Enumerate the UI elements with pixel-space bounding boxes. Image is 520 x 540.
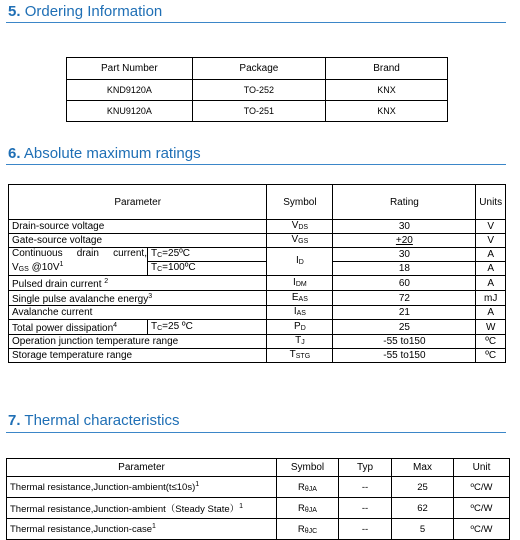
section-number: 5.	[8, 3, 21, 20]
table-row	[9, 349, 506, 363]
symbol-cell	[277, 477, 339, 498]
column-header: Max	[392, 459, 454, 477]
unit-cell: ºC/W	[454, 519, 510, 540]
section-title-thermal	[8, 412, 179, 429]
parameter-cell	[9, 320, 148, 335]
param-text: Thermal resistance,Junction-ambient(t≤10s)	[10, 482, 196, 493]
unit-cell: V	[476, 234, 506, 248]
symbol-subscript: θJA	[304, 506, 317, 514]
rating-cell: -55 to150	[333, 349, 476, 363]
rating-cell: 30	[333, 248, 476, 262]
symbol-subscript: AS	[298, 295, 308, 303]
symbol-letter: V	[291, 234, 299, 245]
rating-cell: -55 to150	[333, 335, 476, 349]
parameter-cell	[9, 248, 148, 276]
parameter-cell: Drain-source voltage	[9, 220, 267, 234]
param-superscript: 2	[104, 278, 109, 285]
table-row	[9, 276, 506, 291]
table-row	[9, 220, 506, 234]
symbol-subscript: θJA	[304, 485, 317, 493]
unit-cell: ºC	[476, 349, 506, 363]
section-title-ordering	[8, 3, 162, 20]
symbol-subscript: DS	[298, 224, 309, 231]
symbol-cell	[277, 498, 339, 519]
symbol-cell	[267, 220, 333, 234]
symbol-letter: R	[298, 502, 305, 514]
symbol-cell	[267, 349, 333, 363]
table-cell: KNU9120A	[67, 101, 193, 122]
symbol-letter: I	[293, 276, 296, 288]
param-text: @10V	[28, 262, 60, 273]
param-superscript: 1	[239, 503, 244, 510]
column-header: Parameter	[7, 459, 277, 477]
parameter-cell	[7, 498, 277, 519]
column-header: Units	[476, 185, 506, 220]
typ-cell: --	[339, 519, 392, 540]
section-number: 7.	[8, 412, 21, 429]
cond-text: T	[151, 320, 158, 332]
column-header: Typ	[339, 459, 392, 477]
table-row	[9, 320, 506, 335]
column-header: Package	[192, 58, 325, 80]
max-cell: 25	[392, 477, 454, 498]
max-cell: 5	[392, 519, 454, 540]
section-divider	[6, 164, 506, 165]
param-text: Thermal resistance,Junction-case	[10, 524, 153, 535]
section-heading: Ordering Information	[24, 3, 163, 20]
table-row	[9, 306, 506, 320]
cond-text: =100ºC	[162, 262, 196, 273]
parameter-cell: Storage temperature range	[9, 349, 267, 363]
table-row	[9, 248, 506, 262]
cond-text: T	[151, 248, 158, 259]
unit-cell: A	[476, 262, 506, 276]
param-text: V	[12, 262, 19, 273]
table-row	[67, 80, 448, 101]
symbol-cell	[267, 276, 333, 291]
symbol-subscript: J	[301, 339, 305, 346]
param-text: Total power dissipation	[12, 323, 114, 334]
param-text: Pulsed drain current	[12, 279, 105, 290]
column-header: Unit	[454, 459, 510, 477]
parameter-cell: Operation junction temperature range	[9, 335, 267, 349]
symbol-cell	[267, 320, 333, 335]
max-cell: 62	[392, 498, 454, 519]
symbol-cell	[267, 248, 333, 276]
symbol-cell	[267, 291, 333, 306]
thermal-table	[6, 458, 510, 540]
symbol-letter: I	[295, 255, 299, 266]
typ-cell: --	[339, 498, 392, 519]
unit-cell: A	[476, 248, 506, 262]
table-row	[7, 519, 510, 540]
symbol-cell	[267, 306, 333, 320]
table-row	[7, 498, 510, 519]
symbol-letter: T	[289, 349, 296, 360]
rating-cell: 18	[333, 262, 476, 276]
condition-cell	[148, 320, 267, 335]
table-header-row	[9, 185, 506, 220]
parameter-cell: Avalanche current	[9, 306, 267, 320]
table-header-row	[67, 58, 448, 80]
param-text: Thermal resistance,Junction-ambient（Steady State）	[10, 504, 240, 515]
column-header: Brand	[326, 58, 448, 80]
section-divider	[6, 22, 506, 23]
symbol-letter: R	[297, 523, 305, 535]
rating-cell: 72	[333, 291, 476, 306]
symbol-letter: T	[295, 335, 302, 346]
symbol-letter: R	[298, 481, 305, 493]
column-header: Part Number	[67, 58, 193, 80]
param-superscript: 3	[148, 293, 153, 300]
column-header: Symbol	[277, 459, 339, 477]
table-row	[67, 101, 448, 122]
parameter-cell: Gate-source voltage	[9, 234, 267, 248]
param-text: Single pulse avalanche energy	[12, 294, 149, 305]
symbol-subscript: GS	[298, 238, 309, 245]
symbol-subscript: θJC	[304, 527, 318, 535]
table-cell: TO-251	[192, 101, 325, 122]
symbol-letter: E	[291, 291, 299, 303]
unit-cell: ºC	[476, 335, 506, 349]
cond-subscript: C	[157, 252, 163, 259]
param-superscript: 1	[195, 481, 200, 488]
table-row	[9, 291, 506, 306]
table-cell: KNX	[326, 80, 448, 101]
rating-cell: +20	[333, 234, 476, 248]
column-header: Symbol	[267, 185, 333, 220]
cond-text: T	[151, 262, 158, 273]
cond-text: =25 ºC	[162, 320, 193, 332]
typ-cell: --	[339, 477, 392, 498]
symbol-subscript: D	[300, 324, 306, 332]
section-heading: Thermal characteristics	[24, 412, 180, 429]
parameter-cell	[9, 291, 267, 306]
unit-cell: mJ	[476, 291, 506, 306]
unit-cell: V	[476, 220, 506, 234]
symbol-subscript: AS	[296, 310, 306, 317]
param-subscript: GS	[18, 266, 29, 273]
parameter-cell	[7, 477, 277, 498]
table-cell: TO-252	[192, 80, 325, 101]
rating-cell: 30	[333, 220, 476, 234]
condition-cell	[148, 262, 267, 276]
parameter-cell	[7, 519, 277, 540]
column-header: Rating	[333, 185, 476, 220]
unit-cell: A	[476, 276, 506, 291]
ordering-table	[66, 57, 448, 122]
rating-cell: 60	[333, 276, 476, 291]
cond-subscript: C	[157, 266, 163, 273]
param-superscript: 1	[152, 523, 156, 530]
symbol-cell	[267, 335, 333, 349]
symbol-subscript: DM	[295, 280, 307, 288]
column-header: Parameter	[9, 185, 267, 220]
symbol-letter: P	[294, 320, 301, 332]
table-cell: KND9120A	[67, 80, 193, 101]
parameter-cell	[9, 276, 267, 291]
symbol-cell	[267, 234, 333, 248]
table-row	[7, 477, 510, 498]
cond-text: =25ºC	[162, 248, 191, 259]
unit-cell: ºC/W	[454, 498, 510, 519]
symbol-subscript: STG	[295, 353, 311, 360]
parameter-line: Continuous drain current,	[12, 248, 147, 259]
cond-subscript: C	[157, 324, 163, 332]
symbol-letter: I	[293, 306, 297, 317]
parameter-line	[12, 259, 147, 275]
section-heading: Absolute maximum ratings	[23, 145, 201, 162]
table-header-row	[7, 459, 510, 477]
table-cell: KNX	[326, 101, 448, 122]
section-divider	[6, 432, 506, 433]
section-number: 6.	[8, 145, 21, 162]
symbol-subscript: D	[298, 259, 304, 266]
symbol-cell	[277, 519, 339, 540]
section-title-absolute	[8, 145, 201, 162]
symbol-letter: V	[291, 220, 299, 231]
table-row	[9, 335, 506, 349]
rating-cell: 21	[333, 306, 476, 320]
rating-cell: 25	[333, 320, 476, 335]
condition-cell	[148, 248, 267, 262]
param-superscript: 1	[59, 261, 64, 268]
param-superscript: 4	[113, 322, 118, 329]
table-row	[9, 234, 506, 248]
unit-cell: ºC/W	[454, 477, 510, 498]
unit-cell: A	[476, 306, 506, 320]
unit-cell: W	[476, 320, 506, 335]
absolute-ratings-table	[8, 184, 506, 363]
